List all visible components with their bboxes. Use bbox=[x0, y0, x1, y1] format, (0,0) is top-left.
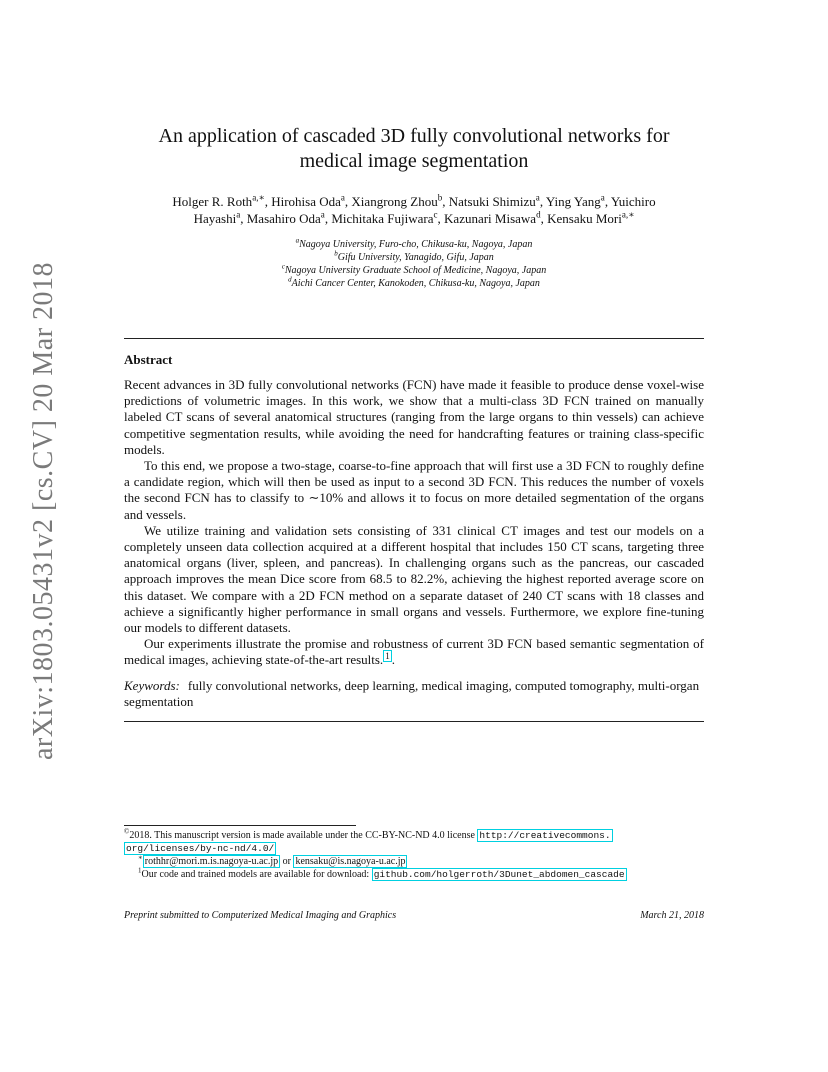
abstract-body bbox=[124, 377, 704, 669]
keywords-label: Keywords: bbox=[124, 678, 180, 693]
author-mark: a bbox=[340, 192, 345, 203]
footnotes bbox=[124, 829, 714, 881]
preprint-date: March 21, 2018 bbox=[640, 910, 704, 921]
author-oda-m: , Masahiro Oda bbox=[240, 211, 321, 226]
affiliation-mark: a bbox=[295, 236, 300, 245]
author-mark: a bbox=[236, 209, 241, 220]
author-fujiwara: , Michitaka Fujiwara bbox=[324, 211, 434, 226]
footnote-license-cont bbox=[124, 842, 714, 855]
abstract-paragraph-3: We utilize training and validation sets consisting of 331 clinical CT images and test our models on a completely unseen data collection acquired at a different hospital that includes 150 CT scans, targeting three anatomical organs (liver, spleen, and pancreas). In challenging organs such as the pancreas, our cascaded approach improves the mean Dice score from 68.5 to 82.2%, achieving the highest reported average score on this dataset. We compare with a 2D FCN method on a separate dataset of 240 CT scans with 18 classes and achieve a significantly higher performance in small organs and vessels. Furthermore, we explore fine-tuning our models to different datasets. bbox=[124, 522, 704, 636]
abstract-paragraph-1: Recent advances in 3D fully convolutional networks (FCN) have made it feasible to produce dense voxel-wise predictions of volumetric images. In this work, we show that a multi-class 3D FCN trained on manually labeled CT scans of several anatomical structures (ranging from the large organs to thin vessels) can achieve competitive segmentation results, while avoiding the need for handcrafting features or training class-specific models. bbox=[124, 377, 704, 457]
affiliation-list bbox=[0, 238, 828, 290]
affiliation-mark: d bbox=[288, 275, 292, 284]
abstract-paragraph-2: To this end, we propose a two-stage, coarse-to-fine approach that will first use a 3D FCN to roughly define a candidate region, which will then be used as input to a second 3D FCN. This reduces the number of voxels the second FCN has to classify to ∼10% and allows it to focus on more detailed segmentation of the organs and vessels. bbox=[124, 458, 704, 522]
abstract-paragraph-4-text: Our experiments illustrate the promise and robustness of current 3D FCN based semantic segmentation of medical images, achieving state-of-the-art results. bbox=[124, 636, 704, 668]
author-hayashi-last: Hayashi bbox=[193, 211, 237, 226]
footnote-code bbox=[124, 868, 714, 881]
footnote-email bbox=[124, 855, 714, 868]
abstract-top-rule bbox=[124, 338, 704, 339]
email-or: or bbox=[282, 856, 291, 867]
footnote-mark: 1 bbox=[138, 866, 142, 875]
author-mark: a bbox=[320, 209, 325, 220]
footnote-license bbox=[124, 829, 714, 842]
abstract-bottom-rule bbox=[124, 721, 704, 722]
author-roth: Holger R. Roth bbox=[172, 194, 253, 209]
author-misawa: , Kazunari Misawa bbox=[437, 211, 537, 226]
affiliation-a bbox=[0, 238, 828, 251]
paper-title bbox=[0, 124, 828, 174]
affiliation-text: Gifu University, Yanagido, Gifu, Japan bbox=[337, 252, 494, 263]
footnote-code-text: Our code and trained models are available for download: bbox=[141, 869, 370, 880]
footnote-rule bbox=[124, 825, 356, 826]
abstract-paragraph-4-end: . bbox=[391, 652, 395, 668]
author-hayashi-first: , Yuichiro bbox=[604, 194, 656, 209]
license-url-link[interactable]: http://creativecommons. bbox=[479, 830, 611, 841]
code-url-link[interactable]: github.com/holgerroth/3Dunet_abdomen_cascade bbox=[373, 869, 625, 880]
author-mark: a,∗ bbox=[252, 192, 265, 203]
author-mark: d bbox=[536, 209, 541, 220]
author-list bbox=[120, 193, 708, 227]
affiliation-text: Nagoya University Graduate School of Medicine, Nagoya, Japan bbox=[284, 265, 547, 276]
title-line-2: medical image segmentation bbox=[299, 150, 529, 172]
author-yang: , Ying Yang bbox=[539, 194, 601, 209]
email-link-mori[interactable]: kensaku@is.nagoya-u.ac.jp bbox=[295, 856, 406, 867]
affiliation-text: Aichi Cancer Center, Kanokoden, Chikusa-ku, Nagoya, Japan bbox=[291, 278, 540, 289]
title-line-1: An application of cascaded 3D fully convolutional networks for bbox=[158, 125, 670, 147]
abstract-heading: Abstract bbox=[124, 352, 173, 367]
footnote-mark: © bbox=[124, 827, 130, 836]
affiliation-text: Nagoya University, Furo-cho, Chikusa-ku, Nagoya, Japan bbox=[299, 239, 533, 250]
author-shimizu: , Natsuki Shimizu bbox=[442, 194, 536, 209]
affiliation-mark: c bbox=[281, 262, 285, 271]
author-mark: a bbox=[600, 192, 605, 203]
affiliation-b bbox=[0, 251, 828, 264]
author-mori: , Kensaku Mori bbox=[540, 211, 622, 226]
keywords bbox=[124, 678, 704, 710]
arxiv-identifier-stamp: arXiv:1803.05431v2 [cs.CV] 20 Mar 2018 bbox=[28, 261, 59, 760]
footnote-mark: ∗ bbox=[138, 853, 143, 862]
affiliation-c bbox=[0, 264, 828, 277]
author-zhou: , Xiangrong Zhou bbox=[344, 194, 438, 209]
author-mark: a bbox=[535, 192, 540, 203]
footnote-1-link[interactable]: 1 bbox=[385, 651, 390, 662]
abstract-paragraph-4 bbox=[124, 636, 704, 668]
email-link-roth[interactable]: rothhr@mori.m.is.nagoya-u.ac.jp bbox=[144, 856, 279, 867]
author-mark: c bbox=[433, 209, 438, 220]
preprint-note: Preprint submitted to Computerized Medical Imaging and Graphics bbox=[124, 910, 397, 921]
keywords-text: fully convolutional networks, deep learning, medical imaging, computed tomography, multi-organ segmentation bbox=[124, 678, 700, 710]
affiliation-d bbox=[0, 277, 828, 290]
author-oda-h: , Hirohisa Oda bbox=[264, 194, 341, 209]
license-url-link-cont[interactable]: org/licenses/by-nc-nd/4.0/ bbox=[126, 843, 275, 854]
footnote-license-text: 2018. This manuscript version is made available under the CC-BY-NC-ND 4.0 license bbox=[129, 830, 475, 841]
author-mark: a,∗ bbox=[621, 209, 635, 220]
author-mark: b bbox=[437, 192, 443, 203]
affiliation-mark: b bbox=[334, 249, 338, 258]
